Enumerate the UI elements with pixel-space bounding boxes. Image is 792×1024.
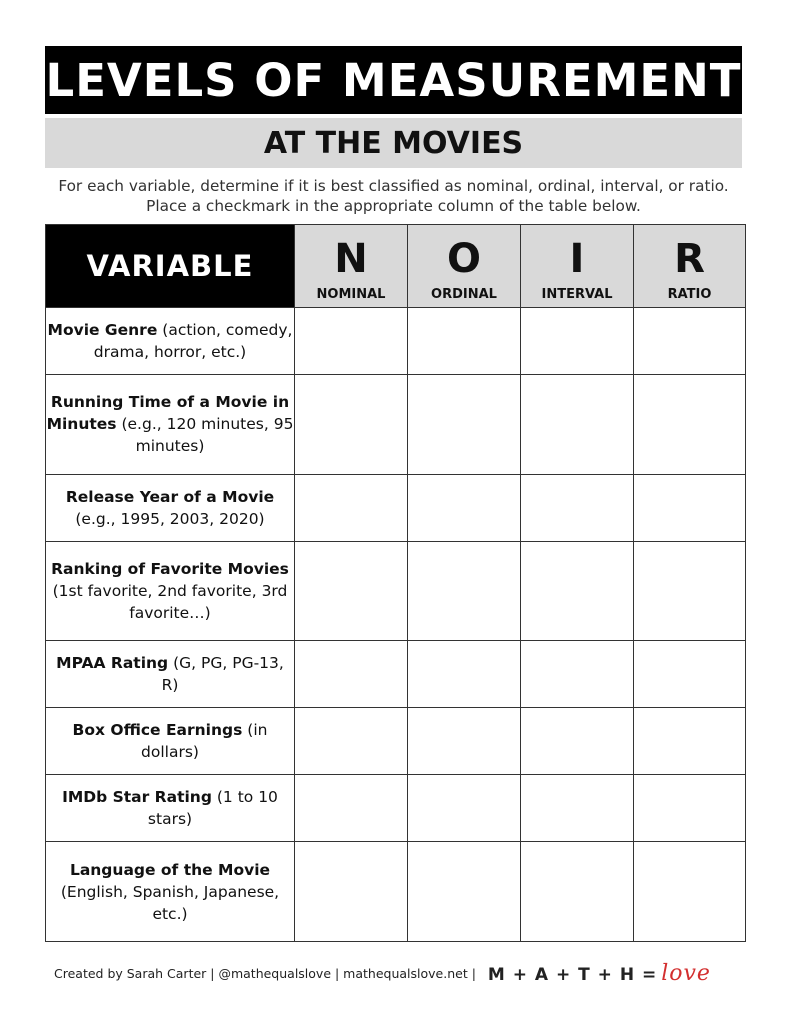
checkmark-cell-nominal[interactable] bbox=[295, 308, 408, 375]
variable-name: Box Office Earnings bbox=[72, 721, 243, 740]
level-letter: N bbox=[334, 236, 368, 282]
variable-detail: (1 to 10 stars) bbox=[147, 788, 278, 829]
checkmark-cell-interval[interactable] bbox=[521, 374, 634, 474]
checkmark-cell-nominal[interactable] bbox=[295, 641, 408, 708]
checkmark-cell-interval[interactable] bbox=[521, 842, 634, 942]
variable-name: Language of the Movie bbox=[69, 860, 271, 879]
checkmark-cell-nominal[interactable] bbox=[295, 708, 408, 775]
footer-credit: Created by Sarah Carter | @mathequalslove | mathequalslove.net | bbox=[54, 965, 476, 981]
table-header-row bbox=[46, 225, 746, 308]
page-title: LEVELS OF MEASUREMENT bbox=[45, 46, 742, 114]
variable-cell bbox=[46, 641, 295, 708]
footer-brand bbox=[488, 961, 711, 986]
variable-cell bbox=[46, 775, 295, 842]
variable-detail: (English, Spanish, Japanese, etc.) bbox=[60, 882, 280, 923]
checkmark-cell-ordinal[interactable] bbox=[408, 374, 521, 474]
table-row bbox=[46, 708, 746, 775]
checkmark-cell-ordinal[interactable] bbox=[408, 308, 521, 375]
checkmark-cell-ordinal[interactable] bbox=[408, 541, 521, 641]
variable-detail: (1st favorite, 2nd favorite, 3rd favorite…) bbox=[52, 581, 288, 622]
level-letter: O bbox=[446, 236, 481, 282]
classification-table bbox=[45, 224, 746, 942]
checkmark-cell-interval[interactable] bbox=[521, 641, 634, 708]
checkmark-cell-ordinal[interactable] bbox=[408, 474, 521, 541]
checkmark-cell-interval[interactable] bbox=[521, 708, 634, 775]
variable-name: IMDb Star Rating bbox=[62, 788, 212, 807]
variable-name: Release Year of a Movie bbox=[65, 487, 275, 506]
checkmark-cell-interval[interactable] bbox=[521, 775, 634, 842]
level-name: NOMINAL bbox=[316, 287, 386, 302]
variable-name: Movie Genre bbox=[47, 320, 158, 339]
checkmark-cell-ordinal[interactable] bbox=[408, 708, 521, 775]
checkmark-cell-ratio[interactable] bbox=[634, 641, 746, 708]
variable-cell bbox=[46, 541, 295, 641]
checkmark-cell-nominal[interactable] bbox=[295, 775, 408, 842]
variable-cell bbox=[46, 308, 295, 375]
checkmark-cell-ordinal[interactable] bbox=[408, 842, 521, 942]
variable-column-header: VARIABLE bbox=[46, 225, 295, 308]
level-header-nominal bbox=[295, 225, 408, 308]
footer bbox=[54, 958, 754, 988]
level-header-ordinal bbox=[408, 225, 521, 308]
checkmark-cell-ratio[interactable] bbox=[634, 541, 746, 641]
checkmark-cell-ordinal[interactable] bbox=[408, 775, 521, 842]
variable-detail: (in dollars) bbox=[141, 721, 268, 762]
level-name: INTERVAL bbox=[541, 287, 613, 302]
variable-name: MPAA Rating bbox=[56, 654, 169, 673]
checkmark-cell-ratio[interactable] bbox=[634, 775, 746, 842]
checkmark-cell-ratio[interactable] bbox=[634, 708, 746, 775]
level-name: ORDINAL bbox=[431, 287, 497, 302]
instructions-text: For each variable, determine if it is best classified as nominal, ordinal, interval, or ratio. Place a checkmark in the appropriate column of the table below. bbox=[58, 177, 729, 215]
table-row bbox=[46, 641, 746, 708]
table-row bbox=[46, 374, 746, 474]
love-logo: love bbox=[661, 960, 711, 986]
variable-detail: (G, PG, PG-13, R) bbox=[161, 654, 284, 695]
checkmark-cell-ratio[interactable] bbox=[634, 842, 746, 942]
table-row bbox=[46, 775, 746, 842]
variable-cell bbox=[46, 474, 295, 541]
table-row bbox=[46, 308, 746, 375]
checkmark-cell-nominal[interactable] bbox=[295, 842, 408, 942]
table-body bbox=[46, 308, 746, 942]
variable-name: Ranking of Favorite Movies bbox=[51, 559, 289, 578]
table-row bbox=[46, 842, 746, 942]
checkmark-cell-interval[interactable] bbox=[521, 541, 634, 641]
variable-detail: (action, comedy, drama, horror, etc.) bbox=[93, 320, 293, 361]
variable-name: Running Time of a Movie in Minutes bbox=[46, 393, 290, 434]
variable-cell bbox=[46, 374, 295, 474]
level-name: RATIO bbox=[667, 287, 712, 302]
level-letter: R bbox=[674, 236, 705, 282]
checkmark-cell-nominal[interactable] bbox=[295, 474, 408, 541]
level-header-interval bbox=[521, 225, 634, 308]
variable-detail: (e.g., 1995, 2003, 2020) bbox=[75, 509, 265, 528]
footer-brand-text: M + A + T + H = bbox=[487, 964, 658, 985]
checkmark-cell-ratio[interactable] bbox=[634, 308, 746, 375]
table-row bbox=[46, 474, 746, 541]
checkmark-cell-ordinal[interactable] bbox=[408, 641, 521, 708]
variable-cell bbox=[46, 842, 295, 942]
page-subtitle: AT THE MOVIES bbox=[45, 118, 742, 168]
checkmark-cell-nominal[interactable] bbox=[295, 374, 408, 474]
table-row bbox=[46, 541, 746, 641]
variable-cell bbox=[46, 708, 295, 775]
checkmark-cell-ratio[interactable] bbox=[634, 474, 746, 541]
checkmark-cell-interval[interactable] bbox=[521, 474, 634, 541]
checkmark-cell-nominal[interactable] bbox=[295, 541, 408, 641]
checkmark-cell-interval[interactable] bbox=[521, 308, 634, 375]
level-header-ratio bbox=[634, 225, 746, 308]
level-letter: I bbox=[569, 236, 585, 282]
variable-detail: (e.g., 120 minutes, 95 minutes) bbox=[121, 415, 294, 456]
checkmark-cell-ratio[interactable] bbox=[634, 374, 746, 474]
